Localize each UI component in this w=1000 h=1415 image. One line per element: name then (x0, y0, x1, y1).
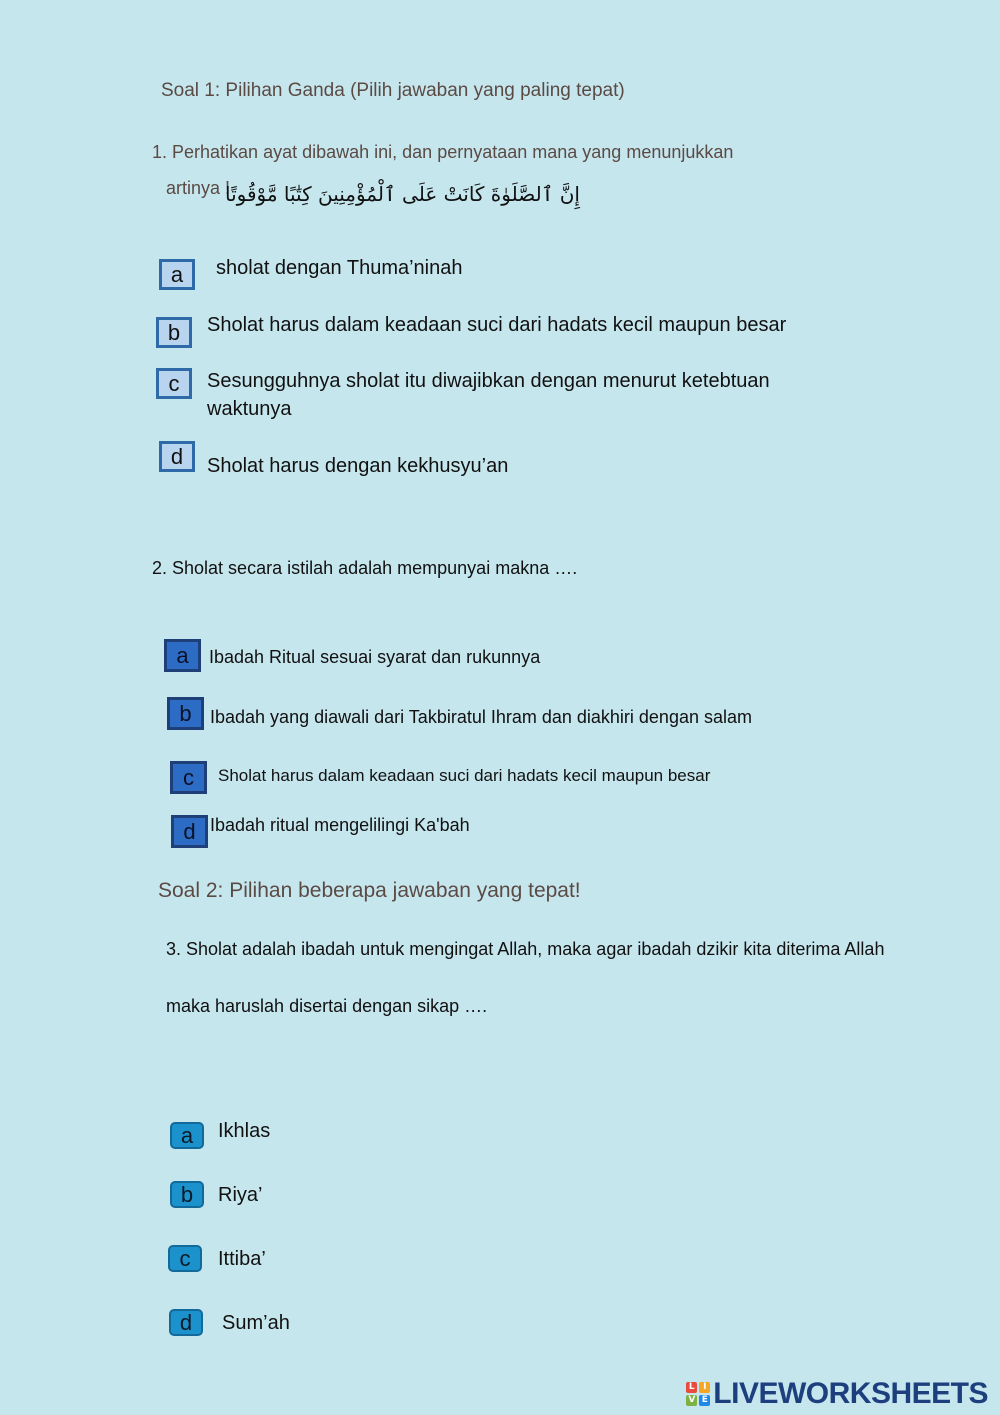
q3-option-b-box[interactable]: b (170, 1181, 204, 1208)
question-1-text-line2: artinya ! (166, 178, 231, 198)
q2-option-a-box[interactable]: a (164, 639, 201, 672)
q1-option-a-box[interactable]: a (159, 259, 195, 290)
logo-mark-l: L (686, 1382, 697, 1393)
q3-option-d-box[interactable]: d (169, 1309, 203, 1336)
q1-option-a-text: sholat dengan Thuma’ninah (216, 257, 463, 279)
q3-option-b-text: Riya’ (218, 1184, 263, 1206)
q2-option-d-box[interactable]: d (171, 815, 208, 848)
q2-option-c-box[interactable]: c (170, 761, 207, 794)
question-3-text: 3. Sholat adalah ibadah untuk mengingat Allah, maka agar ibadah dzikir kita diterima Allah (166, 939, 885, 959)
q1-option-b-box[interactable]: b (156, 317, 192, 348)
q3-option-a-box[interactable]: a (170, 1122, 204, 1149)
section-1-heading: Soal 1: Pilihan Ganda (Pilih jawaban yang paling tepat) (161, 80, 625, 101)
logo-mark-e: E (699, 1395, 710, 1406)
quran-verse: إِنَّ ٱلصَّلَوٰةَ كَانَتْ عَلَى ٱلْمُؤْمِنِينَ كِتَٰبًا مَّوْقُوتًا (224, 182, 580, 206)
q2-option-c-text: Sholat harus dalam keadaan suci dari hadats kecil maupun besar (218, 766, 711, 785)
q1-option-c-box[interactable]: c (156, 368, 192, 399)
q2-option-a-text: Ibadah Ritual sesuai syarat dan rukunnya (209, 647, 541, 667)
q3-option-c-text: Ittiba’ (218, 1248, 266, 1270)
liveworksheets-logo-icon (686, 1382, 710, 1406)
q3-option-a-text: Ikhlas (218, 1120, 271, 1142)
q1-option-b-text: Sholat harus dalam keadaan suci dari hadats kecil maupun besar (207, 314, 787, 336)
q3-option-c-box[interactable]: c (168, 1245, 202, 1272)
liveworksheets-logo-text: LIVEWORKSHEETS (713, 1377, 988, 1410)
q2-option-b-text: Ibadah yang diawali dari Takbiratul Ihram dan diakhiri dengan salam (210, 707, 752, 727)
q1-option-c-text-line2: waktunya (207, 398, 292, 420)
q1-option-d-text: Sholat harus dengan kekhusyu’an (207, 455, 509, 477)
question-1-text: 1. Perhatikan ayat dibawah ini, dan pernyataan mana yang menunjukkan (152, 142, 734, 162)
q1-option-c-text: Sesungguhnya sholat itu diwajibkan dengan menurut ketebtuan (207, 370, 770, 392)
liveworksheets-logo[interactable] (686, 1379, 988, 1409)
logo-mark-v: V (686, 1395, 697, 1406)
q2-option-d-text: Ibadah ritual mengelilingi Ka'bah (210, 815, 470, 835)
section-2-heading: Soal 2: Pilihan beberapa jawaban yang tepat! (158, 879, 581, 902)
logo-mark-i: I (699, 1382, 710, 1393)
question-3-text-line2: maka haruslah disertai dengan sikap …. (166, 996, 488, 1016)
q1-option-d-box[interactable]: d (159, 441, 195, 472)
q2-option-b-box[interactable]: b (167, 697, 204, 730)
q3-option-d-text: Sum’ah (222, 1312, 290, 1334)
question-2-text: 2. Sholat secara istilah adalah mempunyai makna …. (152, 558, 578, 578)
